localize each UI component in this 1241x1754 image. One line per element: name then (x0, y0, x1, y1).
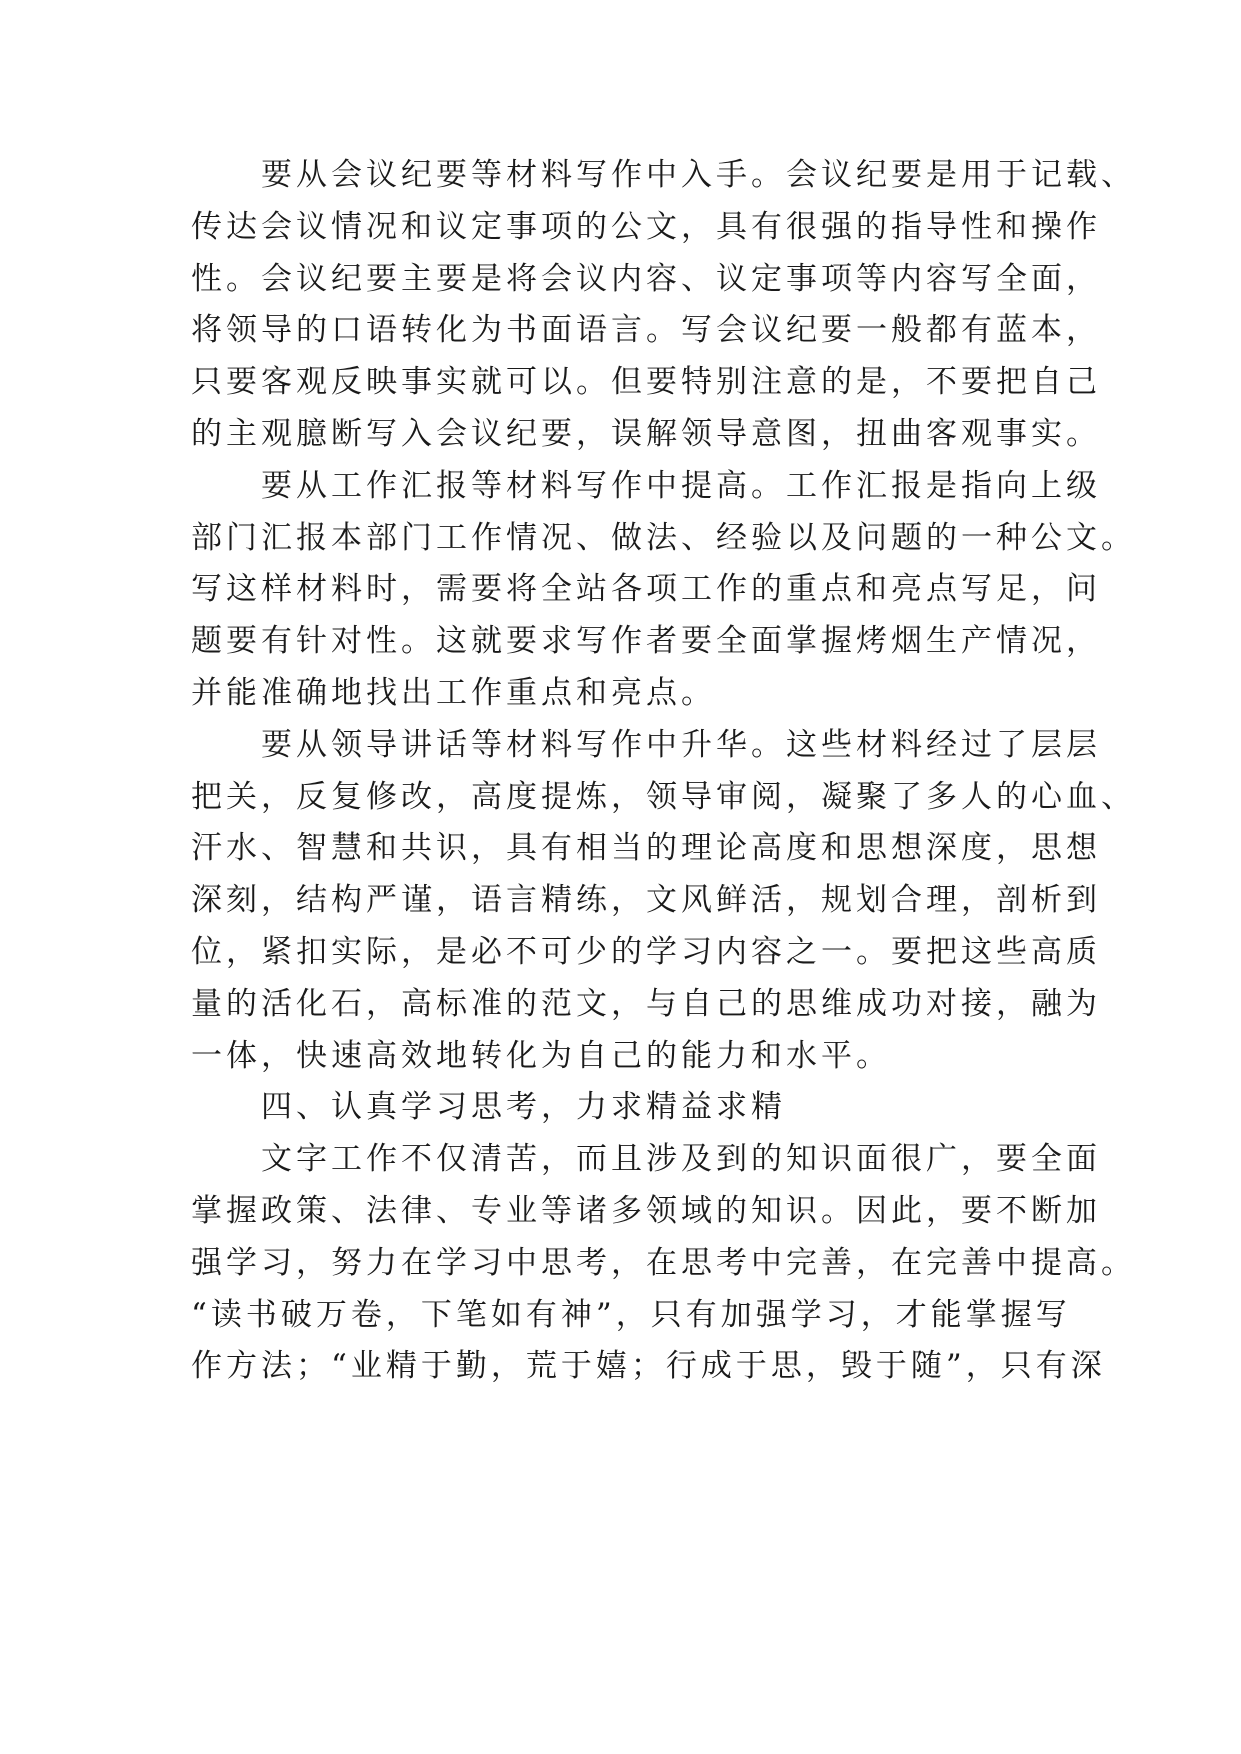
text-line: 位，紧扣实际，是必不可少的学习内容之一。要把这些高质 (191, 933, 1101, 970)
text-line: 部门汇报本部门工作情况、做法、经验以及问题的一种公文。 (191, 519, 1136, 556)
text-line: 写这样材料时，需要将全站各项工作的重点和亮点写足，问 (191, 571, 1101, 608)
text-line: 文字工作不仅清苦，而且涉及到的知识面很广，要全面 (261, 1141, 1101, 1178)
section-heading: 四、认真学习思考，力求精益求精 (261, 1089, 786, 1126)
text-line: 一体，快速高效地转化为自己的能力和水平。 (191, 1037, 891, 1074)
text-line: 要从领导讲话等材料写作中升华。这些材料经过了层层 (261, 726, 1101, 763)
document-body (191, 150, 1136, 1393)
text-line: 强学习，努力在学习中思考，在思考中完善，在完善中提高。 (191, 1244, 1136, 1281)
text-line: 量的活化石，高标准的范文，与自己的思维成功对接，融为 (191, 985, 1101, 1022)
text-line: 题要有针对性。这就要求写作者要全面掌握烤烟生产情况， (191, 623, 1101, 660)
text-line: “读书破万卷，下笔如有神”，只有加强学习，才能掌握写 (191, 1296, 1071, 1333)
text-line: 传达会议情况和议定事项的公文，具有很强的指导性和操作 (191, 208, 1101, 245)
text-line: 将领导的口语转化为书面语言。写会议纪要一般都有蓝本， (191, 312, 1101, 349)
text-line: 要从工作汇报等材料写作中提高。工作汇报是指向上级 (261, 467, 1101, 504)
text-line: 汗水、智慧和共识，具有相当的理论高度和思想深度，思想 (191, 830, 1101, 867)
text-line: 的主观臆断写入会议纪要，误解领导意图，扭曲客观事实。 (191, 415, 1101, 452)
text-line: 把关，反复修改，高度提炼，领导审阅，凝聚了多人的心血、 (191, 778, 1136, 815)
text-line: 只要客观反映事实就可以。但要特别注意的是，不要把自己 (191, 364, 1101, 401)
text-line: 性。会议纪要主要是将会议内容、议定事项等内容写全面， (191, 260, 1101, 297)
text-line: 并能准确地找出工作重点和亮点。 (191, 674, 716, 711)
text-line: 掌握政策、法律、专业等诸多领域的知识。因此，要不断加 (191, 1192, 1101, 1229)
text-line: 作方法；“业精于勤，荒于嬉；行成于思，毁于随”，只有深 (191, 1348, 1106, 1385)
text-line: 要从会议纪要等材料写作中入手。会议纪要是用于记载、 (261, 157, 1136, 193)
text-line: 深刻，结构严谨，语言精练，文风鲜活，规划合理，剖析到 (191, 882, 1101, 919)
